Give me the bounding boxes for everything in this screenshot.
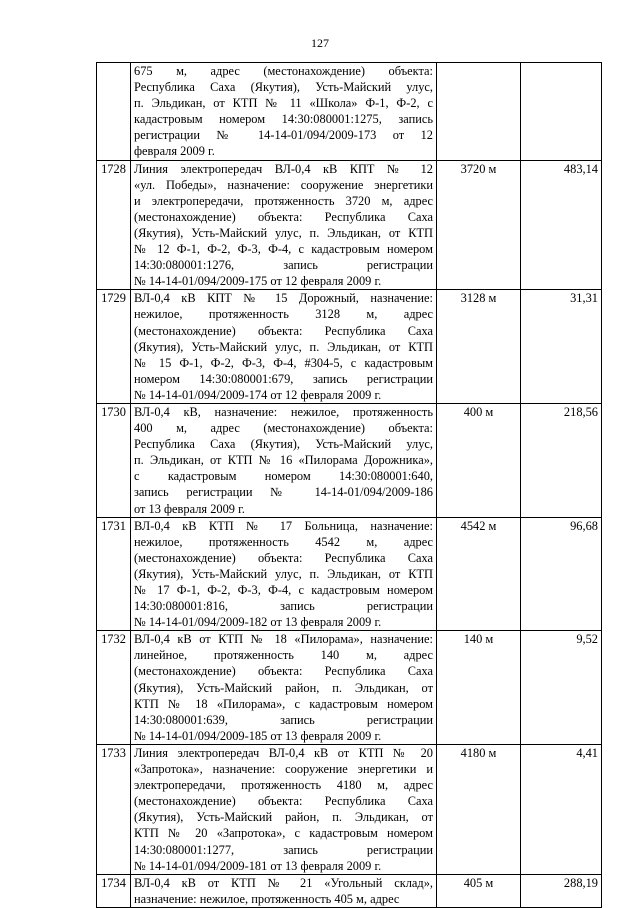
value-cell: 9,52 — [521, 631, 602, 745]
row-number-cell: 1733 — [97, 744, 131, 874]
description-line: регистрации № 14-14-01/094/2009-173 от 12 — [134, 128, 433, 143]
description-line: 14:30:080001:816, запись регистрации — [134, 599, 433, 614]
table-row — [97, 63, 602, 161]
description-line: № 14-14-01/094/2009-175 от 12 февраля 2009 г. — [134, 274, 382, 289]
description-line: от 13 февраля 2009 г. — [134, 501, 245, 516]
description-line: номером 14:30:080001:679, запись регистрации — [134, 371, 433, 386]
description-line: № 17 Ф-1, Ф-2, Ф-3, Ф-4, с кадастровым номером — [134, 583, 433, 597]
table-row — [97, 517, 602, 631]
description-line: запись регистрации № 14-14-01/094/2009-186 — [134, 485, 433, 500]
row-number-cell: 1732 — [97, 631, 131, 745]
length-cell: 3720 м — [437, 160, 521, 290]
description-line: (местонахождение) объекта: Республика Саха — [134, 550, 433, 565]
description-line: 675 м, адрес (местонахождение) объекта: — [134, 64, 433, 78]
page-number: 127 — [311, 36, 329, 50]
description-line: п. Эльдикан, от КТП № 16 «Пилорама Дорожника», — [134, 453, 433, 468]
description-line: (местонахождение) объекта: Республика Саха — [134, 664, 433, 679]
description-line: 14:30:080001:1277, запись регистрации — [134, 842, 433, 857]
object-description-cell — [131, 744, 437, 874]
description-line: ВЛ-0,4 кВ от КТП № 18 «Пилорама», назначение: — [134, 632, 433, 647]
length-cell: 400 м — [437, 403, 521, 517]
object-description-cell — [131, 290, 437, 404]
row-number-cell — [97, 63, 131, 161]
description-line: ВЛ-0,4 кВ КТП № 17 Больница, назначение: — [134, 518, 433, 533]
row-number-cell: 1728 — [97, 160, 131, 290]
description-line: (Якутия), Усть-Майский улус, п. Эльдикан, от КТП — [134, 225, 433, 240]
description-line: кадастровым номером 14:30:080001:1275, запись — [134, 112, 433, 127]
description-line: нежилое, протяженность 3128 м, адрес — [134, 307, 433, 322]
description-line: № 14-14-01/094/2009-174 от 12 февраля 2009 г. — [134, 387, 382, 402]
object-description-cell — [131, 874, 437, 907]
description-line: № 14-14-01/094/2009-181 от 13 февраля 2009 г. — [134, 858, 382, 873]
description-line: с кадастровым номером 14:30:080001:640, — [134, 469, 433, 484]
row-number-cell: 1729 — [97, 290, 131, 404]
description-line: КТП № 20 «Запротока», с кадастровым номером — [134, 826, 433, 841]
description-line: «ул. Победы», назначение: сооружение энергетики — [134, 177, 433, 192]
row-number-cell: 1734 — [97, 874, 131, 907]
length-cell: 140 м — [437, 631, 521, 745]
table-row — [97, 290, 602, 404]
description-line: назначение: нежилое, протяженность 405 м, адрес — [134, 891, 400, 906]
description-line: № 12 Ф-1, Ф-2, Ф-3, Ф-4, с кадастровым номером — [134, 242, 433, 257]
description-line: КТП № 18 «Пилорама», с кадастровым номером — [134, 696, 433, 711]
table-row — [97, 631, 602, 745]
table-row — [97, 403, 602, 517]
registry-table-body — [97, 63, 602, 908]
description-line: электропередачи, протяженность 4180 м, адрес — [134, 778, 433, 793]
description-line: Республика Саха (Якутия), Усть-Майский улус, — [134, 437, 433, 452]
table-row — [97, 160, 602, 290]
description-line: (местонахождение) объекта: Республика Саха — [134, 209, 433, 224]
table-row — [97, 874, 602, 907]
description-line: 14:30:080001:1276, запись регистрации — [134, 258, 433, 273]
description-line: ВЛ-0,4 кВ от КТП № 21 «Угольный склад», — [134, 875, 433, 890]
description-line: (Якутия), Усть-Майский улус, п. Эльдикан, от КТП — [134, 339, 433, 354]
description-line: № 14-14-01/094/2009-182 от 13 февраля 2009 г. — [134, 615, 382, 630]
description-line: февраля 2009 г. — [134, 144, 215, 159]
description-line: ВЛ-0,4 кВ КПТ № 15 Дорожный, назначение: — [134, 291, 433, 306]
description-line: ВЛ-0,4 кВ, назначение: нежилое, протяженность — [134, 404, 433, 419]
description-line: нежилое, протяженность 4542 м, адрес — [134, 534, 433, 549]
description-line: (местонахождение) объекта: Республика Саха — [134, 323, 433, 338]
description-line: «Запротока», назначение: сооружение энергетики и — [134, 762, 433, 777]
value-cell: 288,19 — [521, 874, 602, 907]
value-cell: 96,68 — [521, 517, 602, 631]
object-description-cell — [131, 403, 437, 517]
description-line: (местонахождение) объекта: Республика Саха — [134, 794, 433, 809]
object-description-cell — [131, 160, 437, 290]
row-number-cell: 1731 — [97, 517, 131, 631]
table-row — [97, 744, 602, 874]
description-line: 14:30:080001:639, запись регистрации — [134, 712, 433, 727]
value-cell — [521, 63, 602, 161]
description-line: 400 м, адрес (местонахождение) объекта: — [134, 421, 433, 436]
description-line: Республика Саха (Якутия), Усть-Майский улус, — [134, 80, 433, 95]
value-cell: 31,31 — [521, 290, 602, 404]
description-line: (Якутия), Усть-Майский район, п. Эльдикан, от — [134, 810, 433, 825]
value-cell: 483,14 — [521, 160, 602, 290]
description-line: и электропередачи, протяженность 3720 м, адрес — [134, 193, 433, 208]
length-cell: 405 м — [437, 874, 521, 907]
description-line: № 15 Ф-1, Ф-2, Ф-3, Ф-4, #304-5, с кадастровым — [134, 355, 433, 370]
description-line: Линия электропередач ВЛ-0,4 кВ от КТП № 20 — [134, 745, 433, 760]
property-registry-table — [96, 62, 602, 908]
row-number-cell: 1730 — [97, 403, 131, 517]
length-cell: 4180 м — [437, 744, 521, 874]
object-description-cell — [131, 631, 437, 745]
value-cell: 4,41 — [521, 744, 602, 874]
object-description-cell — [131, 63, 437, 161]
description-line: линейное, протяженность 140 м, адрес — [134, 648, 433, 663]
description-line: (Якутия), Усть-Майский район, п. Эльдикан, от — [134, 680, 433, 695]
description-line: № 14-14-01/094/2009-185 от 13 февраля 2009 г. — [134, 728, 382, 743]
length-cell: 4542 м — [437, 517, 521, 631]
length-cell: 3128 м — [437, 290, 521, 404]
description-line: Линия электропередач ВЛ-0,4 кВ КПТ № 12 — [134, 161, 433, 176]
description-line: п. Эльдикан, от КТП № 11 «Школа» Ф-1, Ф-2, с — [134, 96, 433, 111]
length-cell — [437, 63, 521, 161]
value-cell: 218,56 — [521, 403, 602, 517]
object-description-cell — [131, 517, 437, 631]
description-line: (Якутия), Усть-Майский улус, п. Эльдикан, от КТП — [134, 566, 433, 581]
